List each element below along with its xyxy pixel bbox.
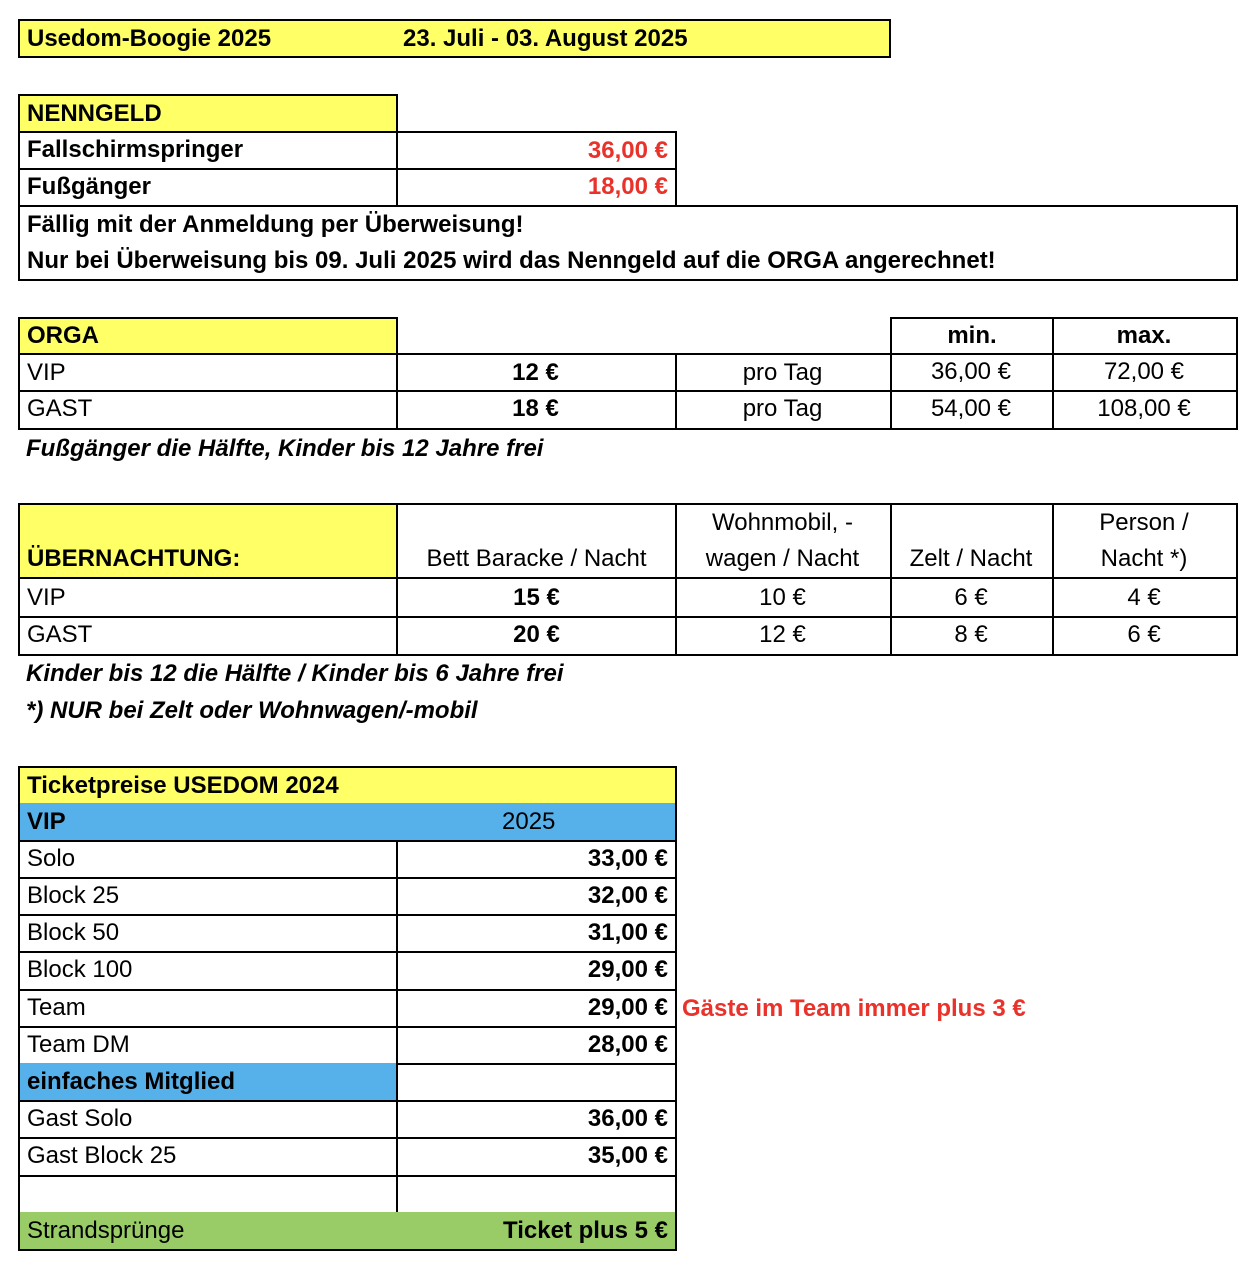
orga-price-gast: 18 € [396,390,677,430]
uebernachtung-bett-vip: 15 € [396,579,677,618]
ticket-label-teamdm: Team DM [18,1026,398,1065]
tickets-vip-label: VIP [18,803,398,842]
orga-title: ORGA [18,317,398,355]
uebernachtung-header-wohnmobil [675,503,892,579]
ticket-empty-price [396,1175,677,1214]
uebernachtung-note-1: Kinder bis 12 die Hälfte / Kinder bis 6 Jahre frei [26,660,564,687]
orga-label-vip: VIP [18,353,398,392]
nenngeld-note-box [18,205,1238,281]
uebernachtung-header-person [1052,503,1238,579]
orga-label-gast: GAST [18,390,398,430]
ticket-price-block25: 32,00 € [396,877,677,916]
ticket-label-team: Team [18,989,398,1028]
nenngeld-note-1: Fällig mit der Anmeldung per Überweisung! [27,211,524,238]
ticket-label-block50: Block 50 [18,914,398,953]
orga-max-header: max. [1052,317,1238,355]
orga-price-vip: 12 € [396,353,677,392]
tickets-title: Ticketpreise USEDOM 2024 [18,766,677,805]
ticket-beach-price: Ticket plus 5 € [396,1212,677,1251]
uebernachtung-person-gast: 6 € [1052,616,1238,656]
nenngeld-price-fallschirmspringer: 36,00 € [396,131,677,170]
uebernachtung-header-person-text: Person / Nacht *) [1099,509,1189,572]
ticket-label-block100: Block 100 [18,951,398,991]
nenngeld-note-2: Nur bei Überweisung bis 09. Juli 2025 wird das Nenngeld auf die ORGA angerechnet! [27,247,996,274]
ticket-price-gast-solo: 36,00 € [396,1100,677,1139]
uebernachtung-wohnmobil-vip: 10 € [675,579,892,618]
nenngeld-price-fussgaenger: 18,00 € [396,168,677,207]
orga-min-gast: 54,00 € [890,390,1054,430]
ticket-beach-label: Strandsprünge [18,1212,398,1251]
uebernachtung-label-vip: VIP [18,579,398,618]
nenngeld-label-fussgaenger: Fußgänger [18,168,398,207]
uebernachtung-header-wohnmobil-text: Wohnmobil, -wagen / Nacht [705,509,860,572]
uebernachtung-zelt-vip: 6 € [890,579,1054,618]
header-title: Usedom-Boogie 2025 [18,19,398,58]
ticket-label-solo: Solo [18,840,398,879]
ticket-empty-label [18,1175,398,1214]
orga-max-gast: 108,00 € [1052,390,1238,430]
nenngeld-title: NENNGELD [18,94,398,133]
uebernachtung-title: ÜBERNACHTUNG: [18,503,398,579]
ticket-price-team: 29,00 € [396,989,677,1028]
orga-max-vip: 72,00 € [1052,353,1238,392]
ticket-label-gast-solo: Gast Solo [18,1100,398,1139]
tickets-member-label: einfaches Mitglied [18,1063,398,1102]
ticket-price-block100: 29,00 € [396,951,677,991]
ticket-price-block50: 31,00 € [396,914,677,953]
orga-unit-vip: pro Tag [675,353,892,392]
uebernachtung-zelt-gast: 8 € [890,616,1054,656]
ticket-price-gast-block25: 35,00 € [396,1137,677,1177]
nenngeld-label-fallschirmspringer: Fallschirmspringer [18,131,398,170]
ticket-price-solo: 33,00 € [396,840,677,879]
uebernachtung-wohnmobil-gast: 12 € [675,616,892,656]
tickets-member-empty [396,1063,677,1102]
uebernachtung-header-zelt: Zelt / Nacht [890,503,1054,579]
tickets-year: 2025 [396,803,677,842]
ticket-label-block25: Block 25 [18,877,398,916]
uebernachtung-bett-gast: 20 € [396,616,677,656]
header-dates: 23. Juli - 03. August 2025 [396,19,891,58]
uebernachtung-note-2: *) NUR bei Zelt oder Wohnwagen/-mobil [26,697,478,724]
orga-unit-gast: pro Tag [675,390,892,430]
ticket-price-teamdm: 28,00 € [396,1026,677,1065]
ticket-team-note: Gäste im Team immer plus 3 € [682,995,1026,1022]
orga-min-vip: 36,00 € [890,353,1054,392]
ticket-label-gast-block25: Gast Block 25 [18,1137,398,1177]
uebernachtung-header-bett: Bett Baracke / Nacht [396,503,677,579]
orga-min-header: min. [890,317,1054,355]
orga-note: Fußgänger die Hälfte, Kinder bis 12 Jahre frei [26,435,544,462]
uebernachtung-label-gast: GAST [18,616,398,656]
uebernachtung-person-vip: 4 € [1052,579,1238,618]
